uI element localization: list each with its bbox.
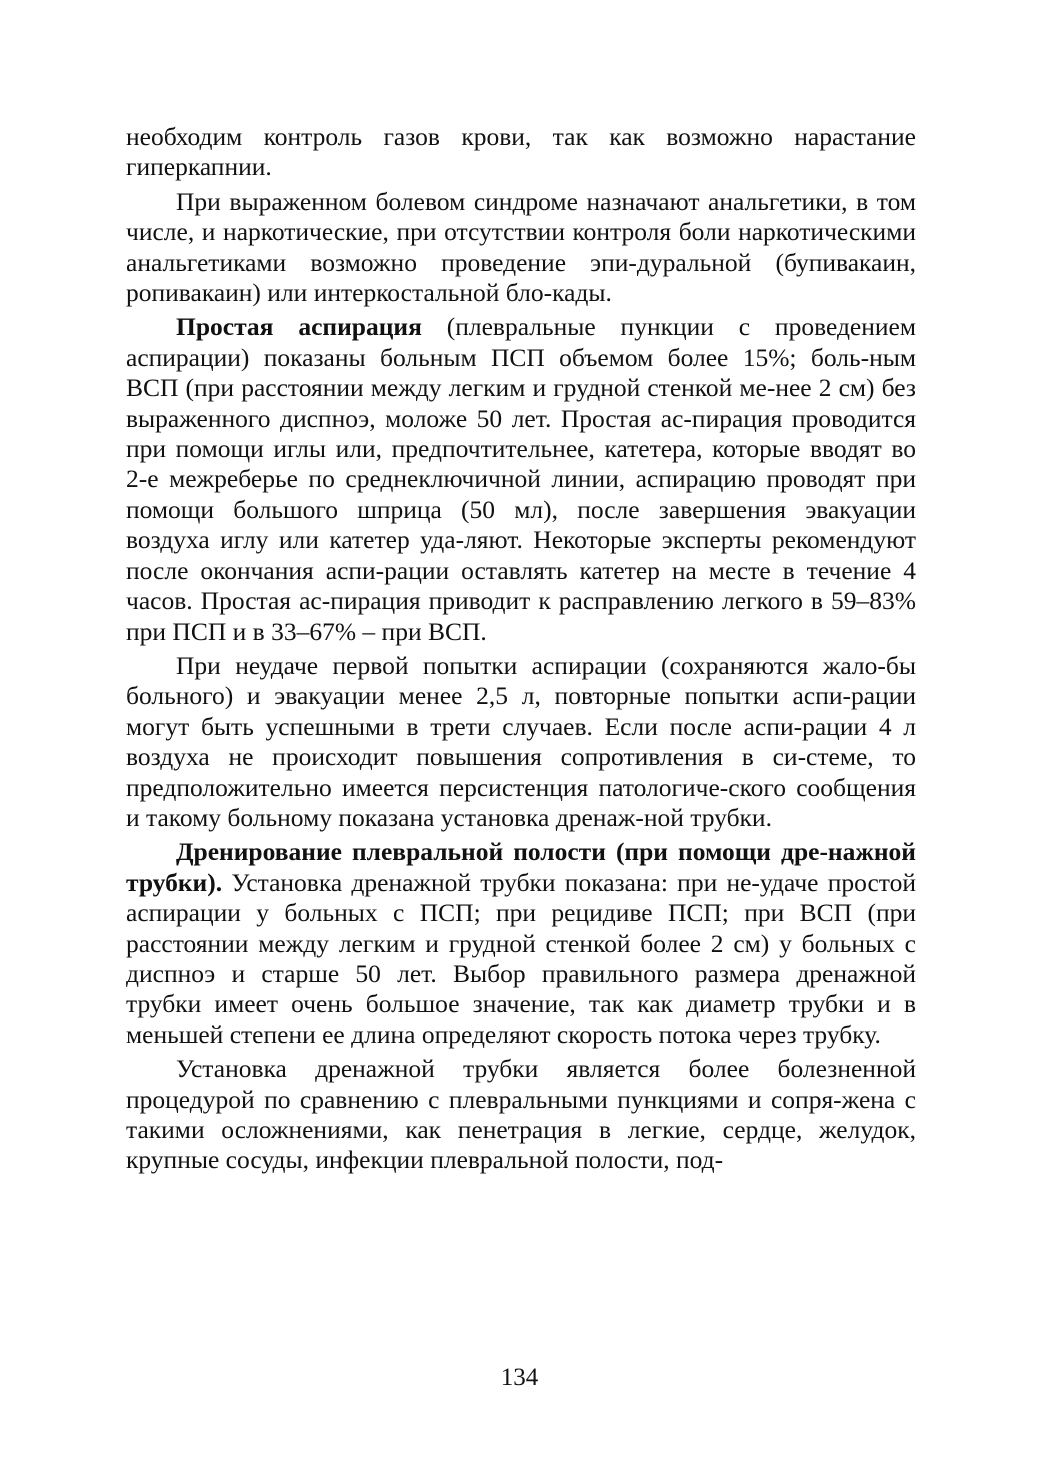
paragraph-drainage-complications bbox=[126, 1054, 916, 1176]
paragraph-drainage bbox=[126, 837, 916, 1050]
paragraph-text: При выраженном болевом синдроме назначают анальгетики, в том числе, и наркотические, при отсутствии контроля боли наркотическими анальгетиками возможно проведение эпи-дуральной (бупивакаин, ропивакаин) или интеркостальной бло-кады. bbox=[126, 186, 916, 308]
paragraph-analgesics bbox=[126, 187, 916, 309]
paragraph-lead: Дренирование плевральной полости (при помощи дре-нажной трубки). bbox=[126, 837, 916, 897]
paragraph-simple-aspiration bbox=[126, 312, 916, 646]
paragraph-lead: Простая аспирация bbox=[176, 312, 422, 342]
paragraph-text: При неудаче первой попытки аспирации (сохраняются жало-бы больного) и эвакуации менее 2,5 л, повторные попытки аспи-рации могут быть успешными в трети случаев. Если после аспи-рации 4 л воздуха не происходит повышения сопротивления в си-стеме, то предположительно имеется персистенция патологиче-ского сообщения и такому больному показана установка дренаж-ной трубки. bbox=[126, 650, 916, 832]
paragraph-text: необходим контроль газов крови, так как возможно нарастание гиперкапнии. bbox=[126, 122, 916, 182]
paragraph-continuation bbox=[126, 122, 916, 183]
paragraph-text: (плевральные пункции с проведением аспирации) показаны больным ПСП объемом более 15%; боль-ным ВСП (при расстоянии между легким и грудной стенкой ме-нее 2 см) без выраженного диспноэ, моложе 50 лет. Простая ас-пирация проводится при помощи иглы или, предпочтительнее, катетера, которые вводят во 2-е межреберье по среднеключичной линии, аспирацию проводят при помощи большого шприца (50 мл), после завершения эвакуации воздуха иглу или катетер уда-ляют. Некоторые эксперты рекомендуют после окончания аспи-рации оставлять катетер на месте в течение 4 часов. Простая ас-пирация приводит к расправлению легкого в 59–83% при ПСП и в 33–67% – при ВСП. bbox=[126, 312, 916, 646]
page-number: 134 bbox=[500, 1364, 539, 1391]
paragraph-text: Установка дренажной трубки показана: при не-удаче простой аспирации у больных с ПСП; при рецидиве ПСП; при ВСП (при расстоянии между легким и грудной стенкой более 2 см) у больных с диспноэ и старше 50 лет. Выбор правильного размера дренажной трубки имеет очень большое значение, так как диаметр трубки и в меньшей степени ее длина определяют скорость потока через трубку. bbox=[126, 867, 916, 1049]
paragraph-repeat-aspiration bbox=[126, 651, 916, 833]
paragraph-text: Установка дренажной трубки является более болезненной процедурой по сравнению с плевральными пункциями и сопря-жена с такими осложнениями, как пенетрация в легкие, сердце, желудок, крупные сосуды, инфекции плевральной полости, под- bbox=[126, 1054, 916, 1175]
page-body bbox=[126, 122, 916, 1180]
